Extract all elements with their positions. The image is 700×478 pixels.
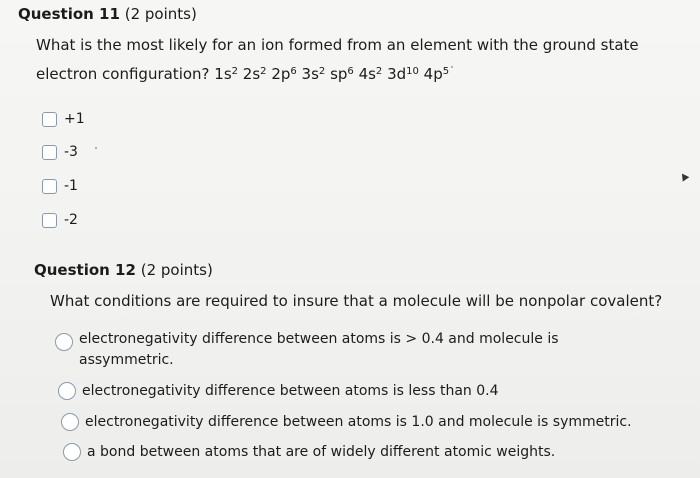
q11-option-minus1[interactable] xyxy=(42,178,78,194)
config-term: $sp^6$ xyxy=(330,65,354,83)
radio-button[interactable] xyxy=(58,382,76,400)
option-label: -2 xyxy=(64,212,78,228)
config-term: $3d^{10}$ xyxy=(387,65,419,83)
config-term: $3s^2$ xyxy=(301,65,326,83)
option-label: -1 xyxy=(64,178,78,194)
q11-option-minus3[interactable] xyxy=(42,144,78,160)
mouse-cursor-icon xyxy=(679,171,690,181)
option-label: +1 xyxy=(64,111,85,127)
q12-option-1[interactable] xyxy=(55,329,559,371)
option-label: -3 xyxy=(64,144,78,160)
checkbox[interactable] xyxy=(42,179,57,194)
question-12-title xyxy=(34,261,213,279)
dust-speck xyxy=(95,147,97,149)
config-term: $2s^2$ xyxy=(242,65,267,83)
radio-button[interactable] xyxy=(55,333,73,351)
config-term: $4s^2$ xyxy=(358,65,383,83)
config-prefix: electron configuration? xyxy=(36,65,215,83)
radio-button[interactable] xyxy=(63,443,81,461)
question-points: (2 points) xyxy=(140,261,213,279)
dust-speck xyxy=(451,66,453,68)
option-label: electronegativity difference between atoms is > 0.4 and molecule is assymmetric. xyxy=(79,331,559,368)
question-number: Question 12 xyxy=(34,261,136,279)
config-term: $4p^5$ xyxy=(423,65,450,83)
question-11-text-line1: What is the most likely for an ion formed from an element with the ground state xyxy=(36,36,639,54)
option-label: electronegativity difference between atoms is less than 0.4 xyxy=(82,383,499,399)
config-term: $2p^6$ xyxy=(271,65,297,83)
q12-option-4[interactable] xyxy=(63,443,555,461)
question-12-text: What conditions are required to insure that a molecule will be nonpolar covalent? xyxy=(50,292,663,310)
q11-option-minus2[interactable] xyxy=(42,212,78,228)
checkbox[interactable] xyxy=(42,145,57,160)
radio-button[interactable] xyxy=(61,413,79,431)
q12-option-2[interactable] xyxy=(58,382,499,400)
question-11-title xyxy=(18,5,197,23)
option-label: a bond between atoms that are of widely different atomic weights. xyxy=(87,444,556,460)
question-11-text-line2 xyxy=(36,62,449,86)
q12-option-3[interactable] xyxy=(61,413,632,431)
q11-option-plus1[interactable] xyxy=(42,111,85,127)
question-points: (2 points) xyxy=(124,5,197,23)
question-number: Question 11 xyxy=(18,5,120,23)
config-term: $1s^2$ xyxy=(214,65,239,83)
option-label: electronegativity difference between atoms is 1.0 and molecule is symmetric. xyxy=(85,414,632,430)
checkbox[interactable] xyxy=(42,112,57,127)
checkbox[interactable] xyxy=(42,213,57,228)
